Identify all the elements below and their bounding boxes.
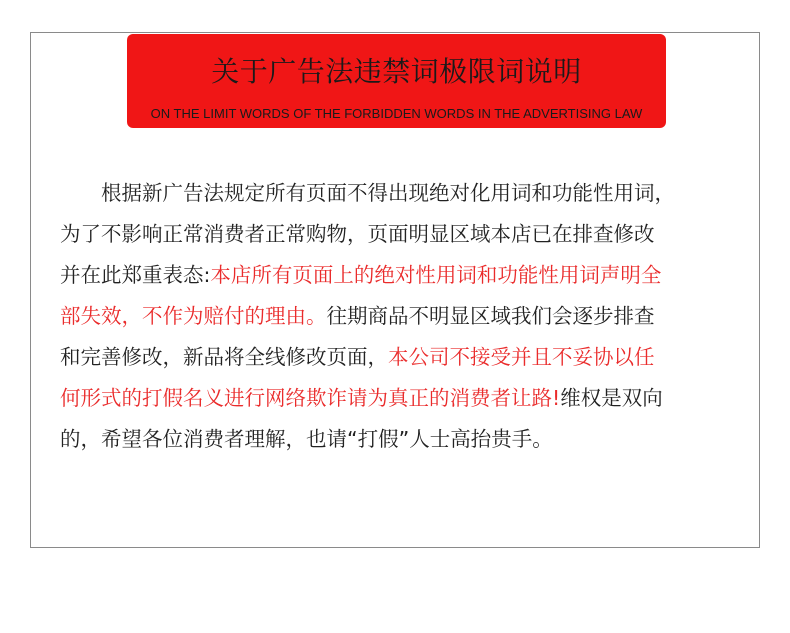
body-line-3	[60, 255, 750, 296]
banner-title: 关于广告法违禁词极限词说明	[211, 55, 582, 88]
body-text-3a: 并在此郑重表态:	[60, 263, 211, 287]
body-text-7: 的，希望各位消费者理解，也请“打假”人士高抬贵手。	[60, 427, 553, 451]
highlight-text-3b: 本店所有页面上的绝对性用词和功能性用词声明全	[210, 263, 662, 287]
notice-banner	[127, 34, 666, 128]
body-text-6b: 维权是双向	[560, 386, 663, 410]
body-text-4b: 往期商品不明显区域我们会逐步排查	[326, 304, 655, 328]
body-text-1: 根据新广告法规定所有页面不得出现绝对化用词和功能性用词，	[101, 181, 675, 205]
banner-subtitle: ON THE LIMIT WORDS OF THE FORBIDDEN WORDS IN THE ADVERTISING LAW	[150, 106, 643, 121]
body-line-4	[60, 296, 750, 337]
highlight-text-5b: 本公司不接受并且不妥协以任	[388, 345, 655, 369]
body-line-6	[60, 378, 750, 419]
body-line-2	[60, 214, 750, 255]
body-text-2: 为了不影响正常消费者正常购物，页面明显区域本店已在排查修改	[60, 222, 655, 246]
notice-body	[60, 173, 750, 460]
highlight-text-6a: 何形式的打假名义进行网络欺诈请为真正的消费者让路!	[60, 386, 561, 410]
highlight-text-4a: 部失效，不作为赔付的理由。	[60, 304, 327, 328]
body-text-5a: 和完善修改，新品将全线修改页面，	[60, 345, 388, 369]
body-line-7	[60, 419, 750, 460]
body-line-5	[60, 337, 750, 378]
body-line-1	[60, 173, 750, 214]
